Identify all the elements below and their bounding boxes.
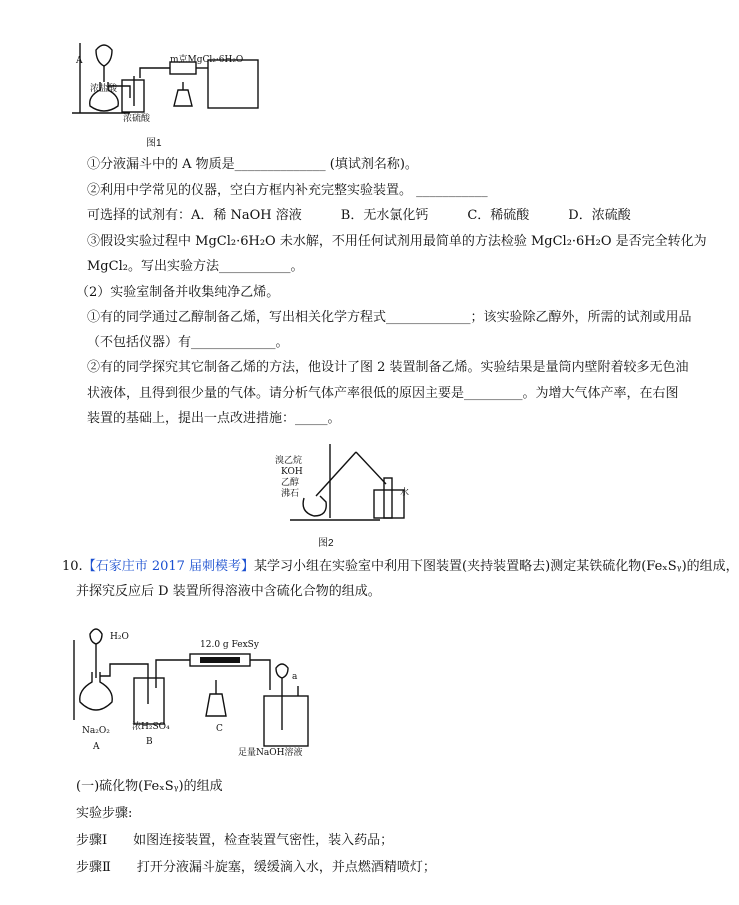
part2-q2-line2: 状液体，且得到很少量的气体。请分析气体产率很低的原因主要是_________。为增大气体产率，在右图 xyxy=(87,386,679,401)
fig2-caption: 图2 xyxy=(318,538,334,549)
q10-number: 10. xyxy=(62,559,83,574)
part2-q2-line1: ②有的同学探究其它制备乙烯的方法，他设计了图 2 装置制备乙烯。实验结果是量筒内壁附着较多无色油 xyxy=(87,360,689,375)
fig1-label-hcl: 浓盐酸 xyxy=(90,84,118,94)
part2-q1-line2: （不包括仪器）有_____________。 xyxy=(87,335,289,350)
fig2-label-1: KOH xyxy=(281,467,303,477)
step-2: 步骤Ⅱ 打开分液漏斗旋塞，缓缓滴入水，并点燃酒精喷灯； xyxy=(76,860,436,875)
fig1-label-h2so4: 浓硫酸 xyxy=(123,114,151,124)
fig1-label-a: A xyxy=(76,56,83,66)
steps-label: 实验步骤: xyxy=(76,806,133,821)
q1-text: ①分液漏斗中的 A 物质是______________ (填试剂名称)。 xyxy=(87,157,418,172)
part2-q1-line1: ①有的同学通过乙醇制备乙烯，写出相关化学方程式_____________；该实验除乙醇外，所需的试剂或用品 xyxy=(87,310,692,325)
fig3-h2o: H₂O xyxy=(110,632,129,642)
fig3-a: a xyxy=(292,672,298,682)
fig2-label-0: 溴乙烷 xyxy=(275,456,303,466)
q3-line2: MgCl₂。写出实验方法___________。 xyxy=(87,259,304,274)
q3-line1: ③假设实验过程中 MgCl₂·6H₂O 未水解，不用任何试剂用最简单的方法检验 MgCl₂·6H₂O 是否完全转化为 xyxy=(87,234,707,249)
fig3-na2o2: Na₂O₂ xyxy=(82,726,110,736)
step-1: 步骤Ⅰ 如图连接装置，检查装置气密性，装入药品； xyxy=(76,833,394,848)
fig3-fesy: 12.0 g FexSy xyxy=(200,640,259,650)
q10-line1 xyxy=(62,558,739,576)
fig1-label-mgcl2: m克MgCl₂·6H₂O xyxy=(170,55,244,65)
q2-text: ②利用中学常见的仪器，空白方框内补充完整实验装置。 ___________ xyxy=(87,183,488,198)
part2-heading: （2）实验室制备并收集纯净乙烯。 xyxy=(76,285,280,300)
figure-1-apparatus xyxy=(60,38,260,128)
fig3-h2so4: 浓H₂SO₄ xyxy=(132,722,170,732)
fig3-A: A xyxy=(93,742,100,752)
fig3-C: C xyxy=(216,724,223,734)
q10-line2: 并探究反应后 D 装置所得溶液中含硫化合物的组成。 xyxy=(76,584,381,599)
fig2-label-3: 沸石 xyxy=(281,489,300,499)
fig2-label-2: 乙醇 xyxy=(281,478,300,488)
fig1-caption: 图1 xyxy=(146,138,162,149)
section-heading: (一)硫化物(FeₓSᵧ)的组成 xyxy=(76,779,223,794)
part2-q2-line3: 装置的基础上，提出一点改进措施：_____。 xyxy=(87,411,341,426)
options-text: 可选择的试剂有：A．稀 NaOH 溶液 B．无水氯化钙 C．稀硫酸 D．浓硫酸 xyxy=(87,208,631,223)
fig3-B: B xyxy=(146,737,153,747)
q10-text1: 某学习小组在实验室中利用下图装置(夹持装置略去)测定某铁硫化物(FeₓSᵧ)的组成， xyxy=(254,559,739,574)
fig2-water: 水 xyxy=(400,488,410,498)
q10-source: 【石家庄市 2017 届刺模考】 xyxy=(82,559,255,574)
fig3-naoh: 足量NaOH溶液 xyxy=(238,748,303,758)
